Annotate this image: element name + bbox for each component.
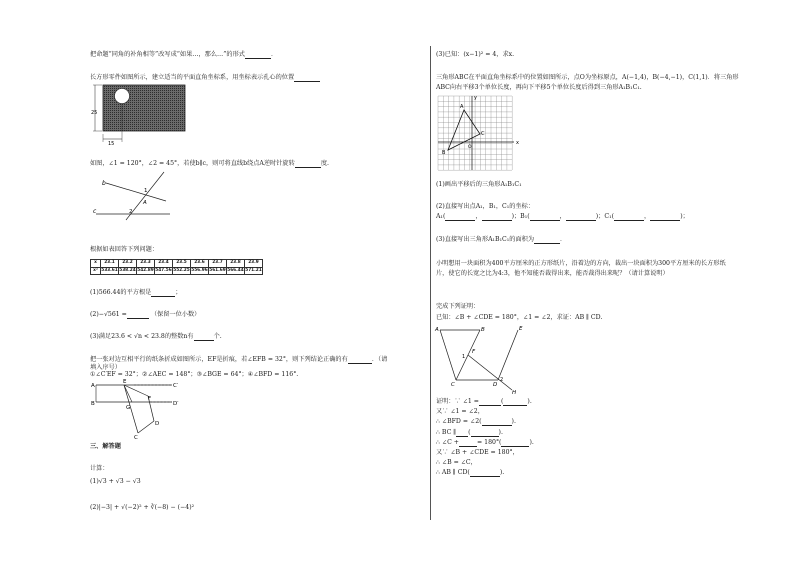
answer-blank[interactable]: [501, 440, 529, 447]
table-cell: 23.4: [155, 260, 173, 268]
answer-blank[interactable]: [348, 357, 372, 364]
answer-blank[interactable]: [194, 334, 214, 341]
table-header: x²: [91, 267, 101, 275]
table-question-1: (1)566.44的平方根是 ；: [90, 289, 182, 296]
label-H: H: [512, 390, 517, 396]
parallel-lines-figure: [88, 170, 178, 220]
label-G: G: [126, 405, 131, 411]
question-translate-triangle-1: 三角形ABC在平面直角坐标系中的位置如图所示，点O为坐标原点，A(−1,4)，B(−4,−1)，C(1,1)．将三角形: [436, 74, 739, 81]
label-C: C: [134, 435, 138, 441]
label-B: B: [442, 150, 446, 156]
dim-bottom-label: 15: [108, 141, 115, 147]
answer-blank[interactable]: [445, 214, 475, 221]
proof-step-1: 证明：∵ ∠1 = ( ).: [436, 398, 532, 405]
label-A: A: [435, 327, 439, 333]
answer-blank[interactable]: [151, 290, 175, 297]
label-C: C: [451, 382, 455, 388]
rectangle-part: [103, 85, 185, 131]
proof-step-6: 又∵ ∠B + ∠CDE = 180°，: [436, 449, 519, 456]
proof-step-4: ∴ BC ∥ ( ).: [436, 429, 503, 436]
answer-blank[interactable]: [479, 399, 501, 406]
label-D-prime: D′: [173, 401, 179, 407]
answer-blank[interactable]: [295, 161, 321, 168]
calc-2: (2)|−3| + √(−2)² + ∛(−8) − (−4)²: [90, 504, 195, 511]
label-D: D: [155, 421, 160, 427]
label-O: O: [468, 145, 472, 150]
folded-strip-figure: [88, 378, 188, 441]
table-intro: 根据如表回答下列问题：: [90, 246, 159, 253]
table-cell: 23.3: [137, 260, 155, 268]
calc-title: 计算：: [90, 465, 109, 472]
table-cell: 23.5: [173, 260, 191, 268]
table-row-x2: [91, 267, 263, 275]
answer-blank[interactable]: [294, 75, 320, 82]
label-E: E: [123, 379, 127, 385]
label-F: F: [472, 349, 476, 355]
proof-step-5: ∴ ∠C + = 180°( ).: [436, 439, 534, 446]
label-point-a: A: [143, 200, 147, 206]
answer-blank[interactable]: [534, 237, 560, 244]
label-A: A: [91, 383, 95, 389]
question-fold-options: ①∠C′EF = 32°；②∠AEC = 148°；③∠BGE = 64°；④∠BFD = 116°.: [90, 371, 299, 378]
label-B: B: [481, 327, 485, 333]
proof-given: 已知：∠B + ∠CDE = 180°，∠1 = ∠2，求证：AB ∥ CD.: [436, 314, 603, 321]
table-row-x: [91, 260, 263, 268]
table-cell: 23.9: [245, 260, 263, 268]
proof-figure: [432, 322, 524, 396]
table-cell: 533.61: [101, 267, 118, 273]
question-rewrite-proposition: 把命题“同角的补角相等”改写成“如果…，那么…”的形式 ．: [90, 51, 278, 58]
label-b: b: [102, 180, 106, 187]
proof-step-7: ∴ ∠B = ∠C，: [436, 459, 477, 466]
table-question-3: (3)满足23.6 < √n < 23.8的整数n有 个.: [90, 333, 222, 340]
coordinate-grid-figure: [438, 94, 520, 170]
label-angle-2: 2: [500, 377, 504, 383]
label-angle-2: 2: [129, 209, 133, 215]
answer-blank[interactable]: [127, 312, 149, 319]
answer-blank[interactable]: [482, 214, 512, 221]
proof-step-3: ∴ ∠BFD = ∠2( ).: [436, 418, 516, 425]
label-A: A: [460, 104, 464, 110]
table-cell: 542.89: [137, 267, 154, 273]
table-cell: 561.69: [209, 267, 226, 273]
table-cell: 571.21: [245, 267, 262, 273]
grid-question-2: (2)直接写出点A₁，B₁，C₁的坐标：: [436, 203, 535, 210]
question-fold-strip: 把一张对边互相平行的纸条折成如图所示，EF是折痕，若∠EFB = 32°，则下列结论正确的有 ．（请: [90, 356, 388, 363]
question-fold-strip-cont: 填入序号）: [90, 364, 121, 371]
label-E: E: [519, 326, 523, 332]
label-x: x: [516, 140, 519, 146]
hole-circle: [115, 89, 130, 104]
question-solve-equation: (3)已知：(x−1)² = 4，求x.: [436, 51, 515, 58]
table-cell: 552.25: [173, 267, 190, 273]
table-cell: 566.44: [227, 267, 244, 273]
answer-blank[interactable]: [566, 214, 596, 221]
table-cell: 538.24: [119, 267, 136, 273]
calc-1: (1)√3 + √3 − √3: [90, 478, 141, 485]
dim-left-label: 25: [91, 110, 98, 116]
table-cell: 23.7: [209, 260, 227, 268]
label-B: B: [91, 401, 95, 407]
answer-blank[interactable]: [245, 52, 271, 59]
answer-blank[interactable]: [614, 214, 644, 221]
grid-question-3: (3)直接写出三角形A₁B₁C₁的面积为 ．: [436, 236, 567, 243]
proof-step-8: ∴ AB ∥ CD( ).: [436, 469, 505, 476]
question-cut-paper-1: 小明想用一块面积为400平方厘米的正方形纸片，沿着边的方向，裁出一块面积为300平方厘米的长方形纸: [436, 260, 726, 267]
square-table: [90, 259, 263, 275]
proof-title: 完成下列证明：: [436, 303, 480, 310]
question-translate-triangle-2: ABC向右平移3个单位长度，再向下平移5个单位长度后得到三角形A₁B₁C₁.: [436, 84, 642, 91]
table-cell: 23.6: [191, 260, 209, 268]
table-cell: 556.96: [191, 267, 208, 273]
table-cell: 23.1: [101, 260, 119, 268]
label-c: c: [93, 208, 97, 215]
answer-blank[interactable]: [650, 214, 680, 221]
label-C: C: [481, 131, 485, 137]
label-y: y: [474, 95, 477, 101]
table-cell: 23.8: [227, 260, 245, 268]
section-heading: 三、解答题: [90, 443, 121, 450]
label-F: F: [148, 396, 152, 402]
answer-blank[interactable]: [503, 399, 527, 406]
table-header: x: [91, 260, 101, 268]
answer-blank[interactable]: [482, 419, 512, 426]
line-b: [106, 183, 166, 201]
question-rotate-line: 如图，∠1 = 120°，∠2 = 45°，若使b∥c，则可将直线b绕点A逆时针旋转 度.: [90, 160, 329, 167]
table-cell: 547.56: [155, 267, 172, 273]
question-cut-paper-2: 片，使它的长宽之比为4:3，他不知能否裁得出来，能否裁得出来呢？（请计算说明）: [436, 270, 669, 277]
rectangle-part-figure: [90, 84, 190, 146]
answer-blank[interactable]: [471, 430, 499, 437]
table-cell: 23.2: [119, 260, 137, 268]
table-question-2: (2)−√561 = （保留一位小数）: [90, 311, 201, 318]
label-D: D: [493, 382, 498, 388]
label-C-prime: C′: [173, 383, 179, 389]
proof-step-2: 又∵ ∠1 = ∠2，: [436, 408, 484, 415]
grid-question-2-coords: A₁( ， )；B₁( ， )；C₁( ， )；: [436, 213, 689, 220]
grid-question-1: (1)画出平移后的三角形A₁B₁C₁: [436, 181, 522, 188]
answer-blank[interactable]: [456, 430, 468, 437]
question-rectangle-hole: 长方形零件如图所示，建立适当的平面直角坐标系，用坐标表示孔心的位置: [90, 74, 320, 82]
label-angle-1: 1: [144, 188, 148, 194]
answer-blank[interactable]: [459, 440, 477, 447]
answer-blank[interactable]: [470, 470, 500, 477]
label-angle-1: 1: [462, 354, 466, 360]
column-divider: [430, 46, 431, 520]
answer-blank[interactable]: [530, 214, 560, 221]
